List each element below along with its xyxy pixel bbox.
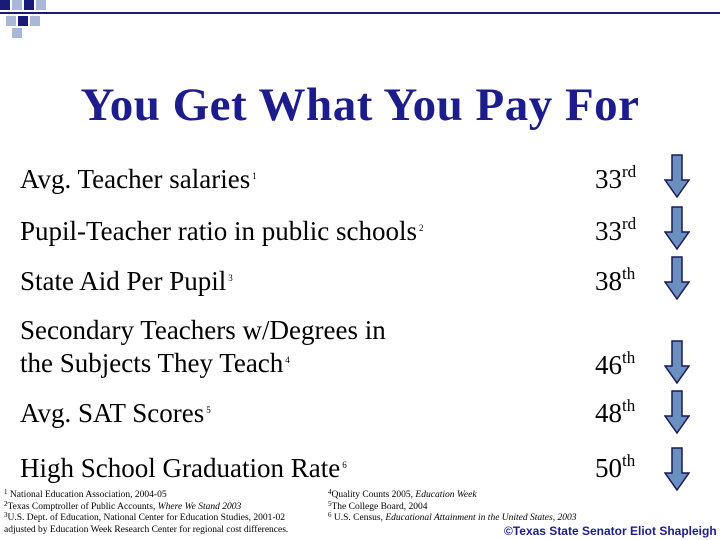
footnote-marker: 1 <box>252 171 257 181</box>
ranking-label: State Aid Per Pupil $^3$ <box>20 266 233 296</box>
footnote-item: $^6$ U.S. Census, Educational Attainment in the United States, 2003 <box>328 511 577 523</box>
down-arrow-icon <box>664 256 690 300</box>
header-decoration <box>0 0 720 40</box>
footnote-marker: 3 <box>228 273 233 283</box>
down-arrow-icon <box>664 447 690 491</box>
footnote-marker: 4 <box>285 355 290 365</box>
down-arrow-icon <box>664 154 690 198</box>
credit-line: ©Texas State Senator Eliot Shapleigh <box>504 524 717 538</box>
down-arrow-icon <box>664 390 690 434</box>
footnotes-right <box>328 490 576 525</box>
footnote-item: adjusted by Education Week Research Center for regional cost differences. <box>4 524 289 535</box>
footnote-item: $^5$The College Board, 2004 <box>328 499 428 512</box>
down-arrow-icon <box>664 340 690 384</box>
footnote-marker: 5 <box>206 405 211 415</box>
ranking-label: the Subjects They Teach $^4$ <box>20 348 290 378</box>
ranking-value: 48th <box>595 396 636 428</box>
footnote-item: $^3$U.S. Dept. of Education, National Center for Education Studies, 2001-02 <box>4 511 286 523</box>
down-arrow-icon <box>664 206 690 250</box>
ranking-label: Pupil-Teacher ratio in public schools $^2$ <box>20 216 424 246</box>
ranking-value: 50th <box>595 451 636 483</box>
footnotes-left <box>4 490 288 536</box>
slide-title: You Get What You Pay For <box>80 79 640 131</box>
footnote-item: $^1$ National Education Association, 2004-05 <box>4 488 167 500</box>
footnote-marker: 2 <box>419 223 424 233</box>
ranking-value: 46th <box>595 348 636 380</box>
ranking-value: 33rd <box>595 162 637 194</box>
footnote-item: $^2$Texas Comptroller of Public Accounts, Where We Stand 2003 <box>4 499 242 512</box>
ranking-value: 33rd <box>595 214 637 246</box>
ranking-label-line1: Secondary Teachers w/Degrees in <box>20 315 386 345</box>
ranking-label: High School Graduation Rate $^6$ <box>20 453 347 483</box>
ranking-value: 38th <box>595 264 636 296</box>
ranking-label: Avg. Teacher salaries $^1$ <box>20 164 257 194</box>
footnote-marker: 6 <box>342 460 347 470</box>
footnote-item: $^4$Quality Counts 2005, Education Week <box>328 488 477 500</box>
ranking-label: Avg. SAT Scores $^5$ <box>20 398 211 428</box>
